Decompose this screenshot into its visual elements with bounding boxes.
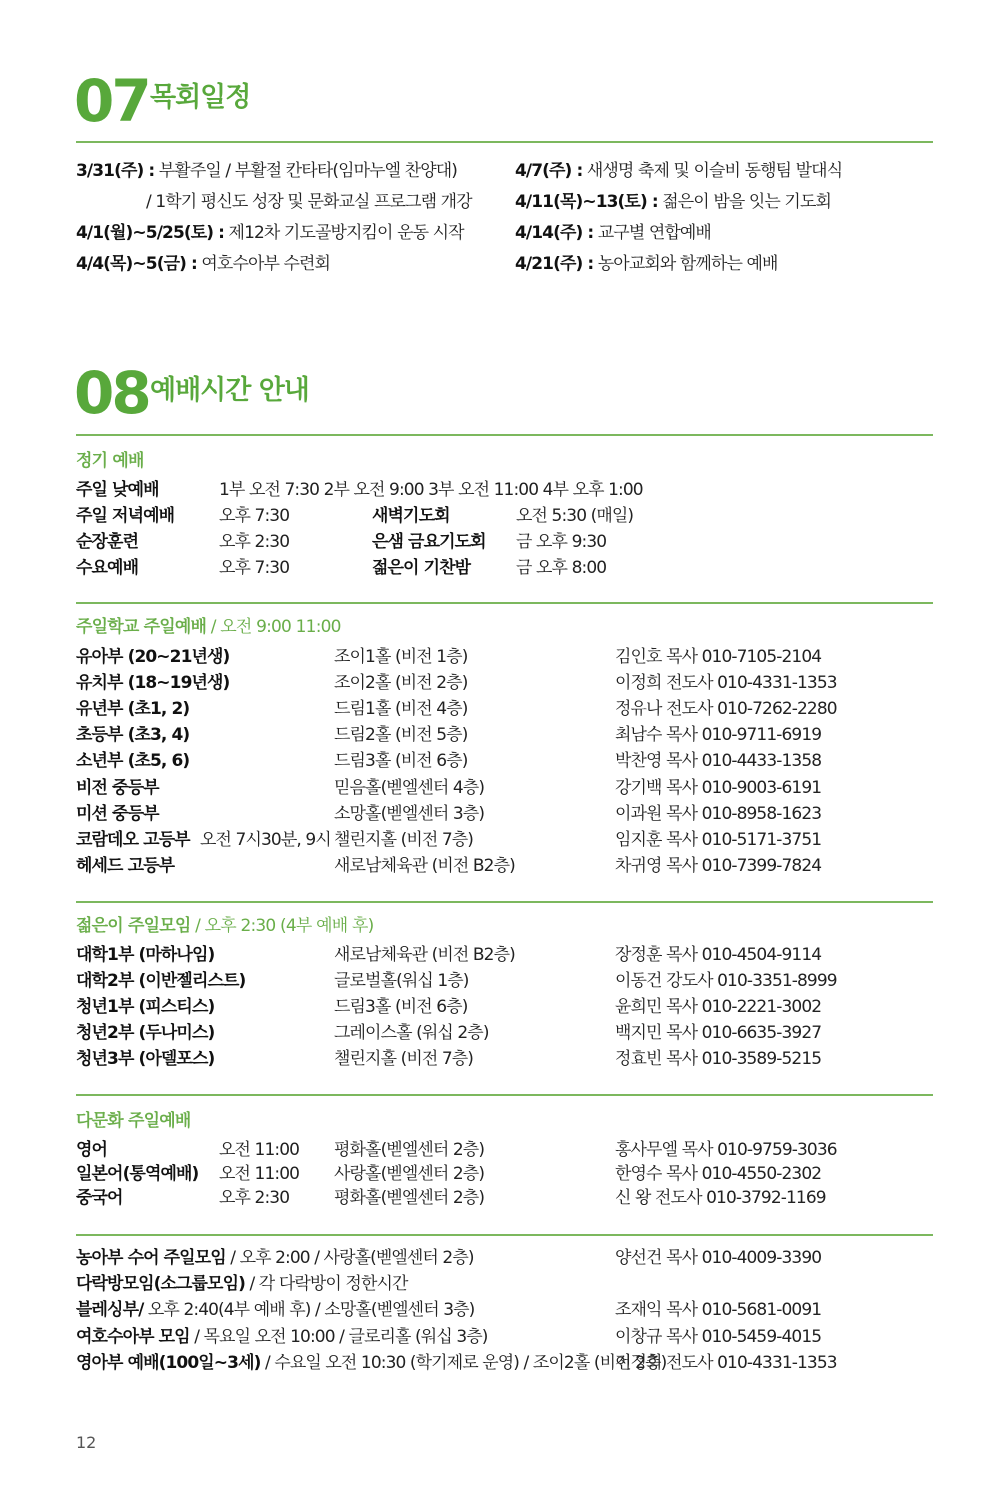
department-contact: 신 왕 전도사 010-3792-1169 — [615, 1188, 826, 1208]
section-number-08: 08 — [74, 359, 149, 427]
department-name: 헤세드 고등부 — [76, 855, 175, 876]
department-contact: 윤희민 목사 010-2221-3002 — [615, 997, 822, 1018]
meeting-item-text: / 목요일 오전 10:00 / 글로리홀 (워십 3층) — [189, 1326, 488, 1347]
department-contact: 홍사무엘 목사 010-9759-3036 — [615, 1140, 837, 1160]
worship-time: 오전 11:00 — [219, 1140, 300, 1160]
department-name: 코람데오 고등부 — [76, 829, 190, 850]
department-name: 유아부 (20~21년생) — [76, 647, 230, 667]
sunday-day-label: 주일 낮예배 — [76, 480, 159, 500]
department-place: 드림1홀 (비전 4층) — [334, 699, 468, 720]
section-title-schedule: 목회일정 — [150, 82, 251, 113]
subheading-youth-title: 젊은이 주일모임 — [76, 916, 191, 936]
meeting-item — [76, 1250, 474, 1267]
department-contact: 이동건 강도사 010-3351-8999 — [615, 971, 837, 992]
department-contact: 정효빈 목사 010-3589-5215 — [615, 1049, 822, 1070]
department-name: 대학2부 (이반젤리스트) — [76, 971, 246, 992]
schedule-item — [515, 225, 711, 242]
language-name: 중국어 — [76, 1188, 123, 1208]
department-place: 글로벌홀(워십 1층) — [334, 971, 469, 992]
department-contact: 강기백 목사 010-9003-6191 — [615, 777, 822, 798]
department-name: 미션 중등부 — [76, 803, 159, 824]
department-name: 청년2부 (두나미스) — [76, 1023, 215, 1044]
language-name: 일본어(통역예배) — [76, 1164, 199, 1184]
meeting-item-text: / 수요일 오전 10:30 (학기제로 운영) / 조이2홀 (비전 2층) — [260, 1352, 667, 1373]
subheading-multicultural: 다문화 주일예배 — [76, 1111, 191, 1131]
schedule-item-date: 4/4(목)~5(금) : — [76, 254, 197, 274]
department-place: 챌린지홀 (비전 7층) — [334, 1049, 474, 1070]
worship-time: 오후 2:30 — [219, 1188, 290, 1208]
schedule-item-date: 3/31(주) : — [76, 161, 155, 181]
worship-label: 수요예배 — [76, 558, 139, 578]
divider — [76, 1094, 933, 1096]
divider — [76, 141, 933, 143]
worship-time: 오후 2:30 — [219, 532, 290, 552]
worship-time: 오전 5:30 (매일) — [516, 506, 634, 526]
subheading-sunday-school-title: 주일학교 주일예배 — [76, 617, 207, 637]
worship-label: 새벽기도회 — [372, 506, 450, 526]
subheading-regular-worship: 정기 예배 — [76, 451, 144, 471]
schedule-item-date: 4/7(주) : — [515, 161, 583, 181]
department-contact: 한영수 목사 010-4550-2302 — [615, 1164, 822, 1184]
department-place: 드림3홀 (비전 6층) — [334, 751, 468, 772]
section-number-07: 07 — [74, 67, 149, 135]
department-contact: 임지훈 목사 010-5171-3751 — [615, 829, 822, 850]
sunday-day-times: 1부 오전 7:30 2부 오전 9:00 3부 오전 11:00 4부 오후 1:00 — [219, 480, 643, 500]
department-place: 드림3홀 (비전 6층) — [334, 997, 468, 1018]
meeting-item — [76, 1352, 667, 1373]
schedule-item — [515, 163, 842, 180]
department-place: 새로남체육관 (비전 B2층) — [334, 945, 515, 965]
schedule-item — [76, 163, 457, 180]
department-contact: 이정희 전도사 010-4331-1353 — [615, 673, 837, 694]
department-place: 소망홀(벧엘센터 3층) — [334, 803, 485, 824]
worship-time: 금 오후 8:00 — [516, 558, 607, 578]
subheading-youth-time: / 오후 2:30 (4부 예배 후) — [190, 916, 374, 936]
schedule-item — [76, 225, 464, 242]
department-place: 그레이스홀 (워십 2층) — [334, 1023, 489, 1044]
department-contact: 이과원 목사 010-8958-1623 — [615, 803, 822, 824]
worship-time: 오후 7:30 — [219, 506, 290, 526]
department-place: 평화홀(벧엘센터 2층) — [334, 1188, 485, 1208]
department-contact: 김인호 목사 010-7105-2104 — [615, 647, 822, 667]
department-name: 초등부 (초3, 4) — [76, 725, 190, 746]
page-number: 12 — [76, 1433, 97, 1452]
divider — [76, 1234, 933, 1236]
department-contact: 차귀영 목사 010-7399-7824 — [615, 855, 822, 876]
department-contact: 백지민 목사 010-6635-3927 — [615, 1023, 822, 1044]
department-place: 챌린지홀 (비전 7층) — [334, 829, 474, 850]
department-contact: 양선건 목사 010-4009-3390 — [615, 1248, 822, 1268]
department-contact: 정유나 전도사 010-7262-2280 — [615, 699, 837, 720]
meeting-item — [76, 1276, 408, 1293]
department-contact: 박찬영 목사 010-4433-1358 — [615, 751, 822, 772]
meeting-item-date: 다락방모임(소그룹모임) — [76, 1274, 245, 1295]
schedule-item-text: 부활주일 / 부활절 칸타타(임마누엘 찬양대) — [154, 161, 457, 181]
department-contact: 장정훈 목사 010-4504-9114 — [615, 945, 822, 965]
schedule-item — [515, 194, 831, 211]
worship-time: 오전 11:00 — [219, 1164, 300, 1184]
schedule-item-date: 4/21(주) : — [515, 254, 594, 274]
department-name: 소년부 (초5, 6) — [76, 751, 190, 772]
department-place: 드림2홀 (비전 5층) — [334, 725, 468, 746]
worship-time: 금 오후 9:30 — [516, 532, 607, 552]
department-place: 평화홀(벧엘센터 2층) — [334, 1140, 485, 1160]
schedule-item-text: / 1학기 평신도 성장 및 문화교실 프로그램 개강 — [146, 192, 472, 212]
department-time: 오전 7시30분, 9시 — [200, 829, 331, 850]
worship-label: 젊은이 기찬밤 — [372, 558, 471, 578]
divider — [76, 434, 933, 436]
department-contact: 조재익 목사 010-5681-0091 — [615, 1300, 822, 1321]
department-contact: 최남수 목사 010-9711-6919 — [615, 725, 822, 746]
department-place: 조이1홀 (비전 1층) — [334, 647, 468, 667]
worship-label: 순장훈련 — [76, 532, 139, 552]
subheading-sunday-school-time: / 오전 9:00 11:00 — [206, 617, 341, 637]
department-name: 유년부 (초1, 2) — [76, 699, 190, 720]
schedule-item-text: 제12차 기도골방지킴이 운동 시작 — [224, 223, 464, 243]
worship-label: 주일 저녁예배 — [76, 506, 175, 526]
divider — [76, 602, 933, 604]
section-title-worship-times: 예배시간 안내 — [150, 375, 309, 406]
schedule-item-text: 여호수아부 수련회 — [196, 254, 331, 274]
department-name: 비전 중등부 — [76, 777, 159, 798]
worship-time: 오후 7:30 — [219, 558, 290, 578]
schedule-item-text: 농아교회와 함께하는 예배 — [593, 254, 778, 274]
department-name: 대학1부 (마하나임) — [76, 945, 215, 965]
subheading-sunday-school — [76, 612, 341, 637]
department-place: 사랑홀(벧엘센터 2층) — [334, 1164, 485, 1184]
schedule-item — [146, 194, 472, 211]
schedule-item-date: 4/14(주) : — [515, 223, 594, 243]
schedule-item-text: 젊은이 밤을 잇는 기도회 — [657, 192, 831, 212]
meeting-item-text: / 오후 2:00 / 사랑홀(벧엘센터 2층) — [225, 1248, 474, 1268]
schedule-item — [76, 256, 330, 273]
meeting-item-date: 영아부 예배(100일~3세) — [76, 1352, 261, 1373]
meeting-item — [76, 1326, 488, 1347]
department-place: 조이2홀 (비전 2층) — [334, 673, 468, 694]
meeting-item-date: 여호수아부 모임 — [76, 1326, 190, 1347]
meeting-item-date: 블레싱부/ — [76, 1300, 144, 1321]
meeting-item-text: 오후 2:40(4부 예배 후) / 소망홀(벧엘센터 3층) — [143, 1300, 475, 1321]
meeting-item-text: / 각 다락방이 정한시간 — [244, 1274, 408, 1295]
meeting-item — [76, 1302, 474, 1319]
schedule-item-text: 교구별 연합예배 — [593, 223, 711, 243]
divider — [76, 901, 933, 903]
subheading-youth — [76, 911, 373, 936]
department-name: 청년1부 (피스티스) — [76, 997, 215, 1018]
department-name: 유치부 (18~19년생) — [76, 673, 230, 694]
schedule-item-date: 4/1(월)~5/25(토) : — [76, 223, 225, 243]
department-name: 청년3부 (아델포스) — [76, 1049, 215, 1070]
department-contact: 이창규 목사 010-5459-4015 — [615, 1326, 822, 1347]
department-place: 믿음홀(벧엘센터 4층) — [334, 777, 485, 798]
meeting-item-date: 농아부 수어 주일모임 — [76, 1248, 226, 1268]
worship-label: 은샘 금요기도회 — [372, 532, 486, 552]
schedule-item-date: 4/11(목)~13(토) : — [515, 192, 658, 212]
schedule-item — [515, 256, 778, 273]
department-contact: 이정희 전도사 010-4331-1353 — [615, 1352, 837, 1373]
department-place: 새로남체육관 (비전 B2층) — [334, 855, 515, 876]
language-name: 영어 — [76, 1140, 108, 1160]
schedule-item-text: 새생명 축제 및 이슬비 동행팀 발대식 — [582, 161, 843, 181]
